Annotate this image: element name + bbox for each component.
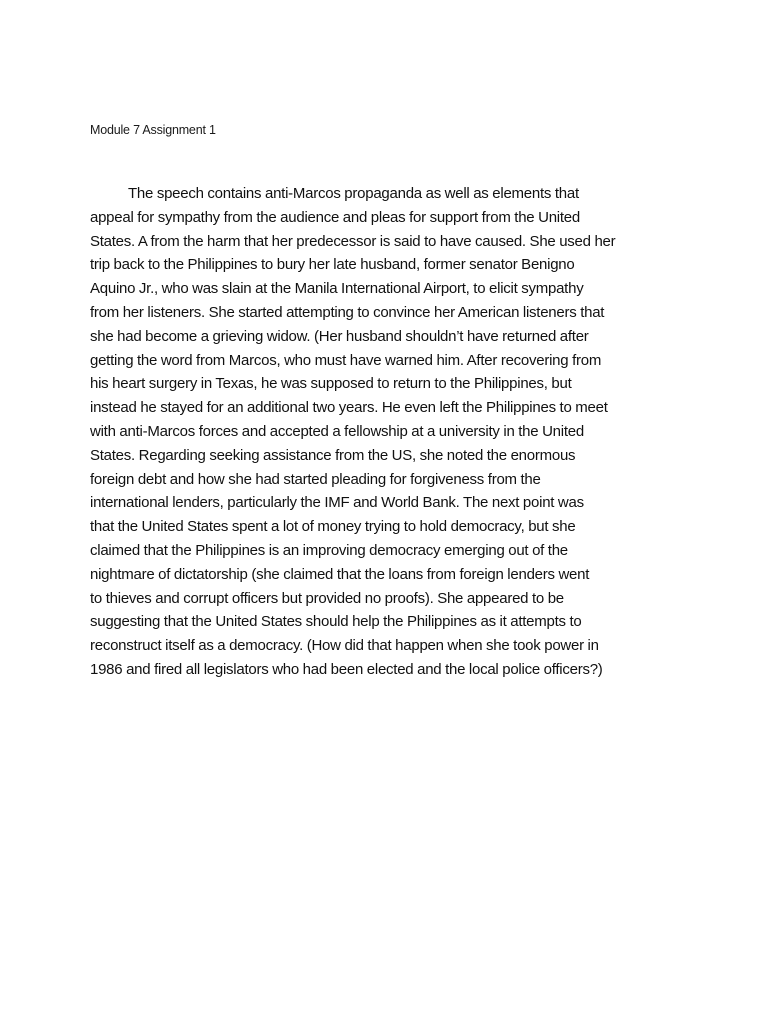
paragraph-line: Aquino Jr., who was slain at the Manila International Airport, to elicit sympathy: [90, 280, 584, 298]
paragraph-line: States. A from the harm that her predecessor is said to have caused. She used her: [90, 232, 616, 250]
paragraph-line: nightmare of dictatorship (she claimed that the loans from foreign lenders went: [90, 565, 590, 583]
document-heading: Module 7 Assignment 1: [90, 123, 216, 137]
paragraph-line: to thieves and corrupt officers but provided no proofs). She appeared to be: [90, 589, 564, 607]
paragraph-line: from her listeners. She started attempting to convince her American listeners that: [90, 303, 605, 321]
body-paragraph: [90, 182, 690, 682]
paragraph-line: reconstruct itself as a democracy. (How did that happen when she took power in: [90, 637, 599, 655]
paragraph-line: international lenders, particularly the IMF and World Bank. The next point was: [90, 494, 584, 512]
paragraph-line: she had become a grieving widow. (Her husband shouldn’t have returned after: [90, 327, 589, 345]
paragraph-line: that the United States spent a lot of money trying to hold democracy, but she: [90, 518, 576, 536]
paragraph-line: his heart surgery in Texas, he was supposed to return to the Philippines, but: [90, 375, 572, 393]
paragraph-line: getting the word from Marcos, who must have warned him. After recovering from: [90, 351, 602, 369]
paragraph-line: States. Regarding seeking assistance from the US, she noted the enormous: [90, 446, 576, 464]
paragraph-line: The speech contains anti-Marcos propaganda as well as elements that: [128, 185, 579, 202]
paragraph-line: trip back to the Philippines to bury her late husband, former senator Benigno: [90, 256, 575, 274]
paragraph-line: with anti-Marcos forces and accepted a fellowship at a university in the United: [90, 422, 584, 440]
paragraph-line: suggesting that the United States should help the Philippines as it attempts to: [90, 613, 582, 631]
paragraph-line: claimed that the Philippines is an improving democracy emerging out of the: [90, 541, 568, 559]
paragraph-line: instead he stayed for an additional two years. He even left the Philippines to meet: [90, 399, 608, 417]
paragraph-line: 1986 and fired all legislators who had been elected and the local police officers?): [90, 660, 603, 678]
paragraph-line: foreign debt and how she had started pleading for forgiveness from the: [90, 470, 541, 488]
paragraph-line: appeal for sympathy from the audience and pleas for support from the United: [90, 208, 580, 226]
